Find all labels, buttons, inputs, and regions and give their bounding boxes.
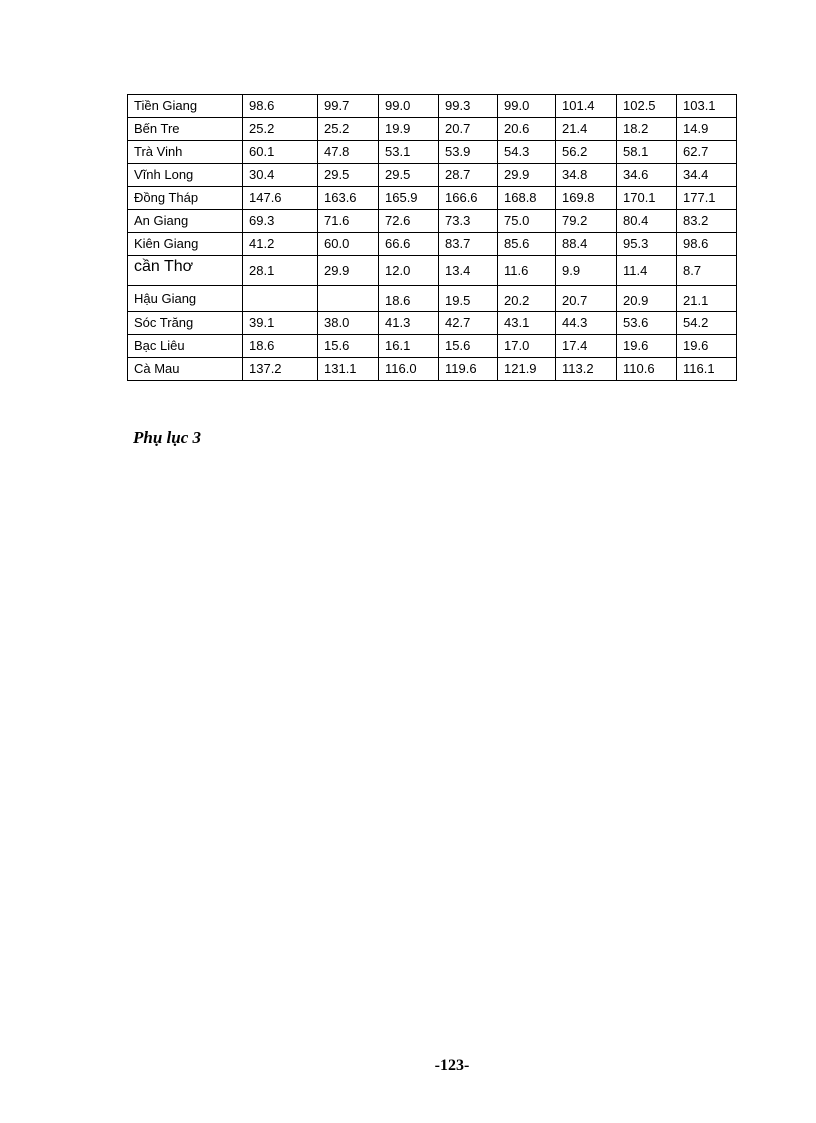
value-cell: 53.6 bbox=[617, 312, 677, 335]
value-cell: 30.4 bbox=[243, 164, 318, 187]
value-cell: 11.6 bbox=[498, 256, 556, 286]
value-cell: 79.2 bbox=[556, 210, 617, 233]
province-name-cell: Đồng Tháp bbox=[128, 187, 243, 210]
province-name-cell: Tiền Giang bbox=[128, 95, 243, 118]
value-cell: 98.6 bbox=[677, 233, 737, 256]
value-cell: 170.1 bbox=[617, 187, 677, 210]
value-cell: 58.1 bbox=[617, 141, 677, 164]
value-cell: 166.6 bbox=[439, 187, 498, 210]
value-cell: 80.4 bbox=[617, 210, 677, 233]
value-cell: 19.6 bbox=[617, 335, 677, 358]
province-name-cell: Trà Vinh bbox=[128, 141, 243, 164]
value-cell: 83.7 bbox=[439, 233, 498, 256]
value-cell: 56.2 bbox=[556, 141, 617, 164]
value-cell: 99.3 bbox=[439, 95, 498, 118]
value-cell: 71.6 bbox=[318, 210, 379, 233]
value-cell: 20.9 bbox=[617, 286, 677, 312]
value-cell: 19.6 bbox=[677, 335, 737, 358]
value-cell: 54.2 bbox=[677, 312, 737, 335]
value-cell: 18.2 bbox=[617, 118, 677, 141]
value-cell: 21.1 bbox=[677, 286, 737, 312]
value-cell: 29.5 bbox=[318, 164, 379, 187]
value-cell bbox=[318, 286, 379, 312]
table-row bbox=[128, 286, 737, 312]
value-cell: 21.4 bbox=[556, 118, 617, 141]
value-cell: 20.7 bbox=[556, 286, 617, 312]
value-cell: 72.6 bbox=[379, 210, 439, 233]
value-cell: 62.7 bbox=[677, 141, 737, 164]
value-cell: 110.6 bbox=[617, 358, 677, 381]
province-name-cell: Bến Tre bbox=[128, 118, 243, 141]
value-cell: 29.5 bbox=[379, 164, 439, 187]
value-cell: 103.1 bbox=[677, 95, 737, 118]
province-name-cell: Bạc Liêu bbox=[128, 335, 243, 358]
table-row bbox=[128, 312, 737, 335]
value-cell: 116.1 bbox=[677, 358, 737, 381]
value-cell: 116.0 bbox=[379, 358, 439, 381]
value-cell: 137.2 bbox=[243, 358, 318, 381]
province-name-cell: cần Thơ bbox=[128, 256, 243, 286]
value-cell: 54.3 bbox=[498, 141, 556, 164]
value-cell: 18.6 bbox=[379, 286, 439, 312]
table-row bbox=[128, 256, 737, 286]
province-name-cell: An Giang bbox=[128, 210, 243, 233]
value-cell: 99.0 bbox=[379, 95, 439, 118]
value-cell: 147.6 bbox=[243, 187, 318, 210]
value-cell: 13.4 bbox=[439, 256, 498, 286]
value-cell: 43.1 bbox=[498, 312, 556, 335]
value-cell: 17.4 bbox=[556, 335, 617, 358]
value-cell: 73.3 bbox=[439, 210, 498, 233]
value-cell: 69.3 bbox=[243, 210, 318, 233]
value-cell: 19.5 bbox=[439, 286, 498, 312]
value-cell: 177.1 bbox=[677, 187, 737, 210]
value-cell: 83.2 bbox=[677, 210, 737, 233]
value-cell: 60.1 bbox=[243, 141, 318, 164]
value-cell: 14.9 bbox=[677, 118, 737, 141]
value-cell: 113.2 bbox=[556, 358, 617, 381]
table-row bbox=[128, 233, 737, 256]
value-cell: 165.9 bbox=[379, 187, 439, 210]
province-name-cell: Kiên Giang bbox=[128, 233, 243, 256]
value-cell: 99.7 bbox=[318, 95, 379, 118]
table-row bbox=[128, 95, 737, 118]
value-cell: 88.4 bbox=[556, 233, 617, 256]
value-cell: 98.6 bbox=[243, 95, 318, 118]
value-cell: 44.3 bbox=[556, 312, 617, 335]
value-cell: 66.6 bbox=[379, 233, 439, 256]
value-cell: 39.1 bbox=[243, 312, 318, 335]
value-cell bbox=[243, 286, 318, 312]
appendix-title: Phụ lục 3 bbox=[133, 428, 202, 447]
province-name-cell: Vĩnh Long bbox=[128, 164, 243, 187]
value-cell: 121.9 bbox=[498, 358, 556, 381]
value-cell: 75.0 bbox=[498, 210, 556, 233]
value-cell: 15.6 bbox=[318, 335, 379, 358]
value-cell: 34.6 bbox=[617, 164, 677, 187]
value-cell: 29.9 bbox=[318, 256, 379, 286]
value-cell: 119.6 bbox=[439, 358, 498, 381]
value-cell: 163.6 bbox=[318, 187, 379, 210]
table-row bbox=[128, 210, 737, 233]
value-cell: 20.6 bbox=[498, 118, 556, 141]
value-cell: 168.8 bbox=[498, 187, 556, 210]
value-cell: 20.7 bbox=[439, 118, 498, 141]
value-cell: 38.0 bbox=[318, 312, 379, 335]
value-cell: 34.4 bbox=[677, 164, 737, 187]
value-cell: 12.0 bbox=[379, 256, 439, 286]
value-cell: 101.4 bbox=[556, 95, 617, 118]
value-cell: 18.6 bbox=[243, 335, 318, 358]
page-number: -123- bbox=[434, 1057, 470, 1074]
value-cell: 17.0 bbox=[498, 335, 556, 358]
value-cell: 28.1 bbox=[243, 256, 318, 286]
table-row bbox=[128, 187, 737, 210]
table-body bbox=[128, 95, 737, 381]
value-cell: 42.7 bbox=[439, 312, 498, 335]
table-row bbox=[128, 358, 737, 381]
value-cell: 19.9 bbox=[379, 118, 439, 141]
value-cell: 20.2 bbox=[498, 286, 556, 312]
value-cell: 25.2 bbox=[318, 118, 379, 141]
value-cell: 102.5 bbox=[617, 95, 677, 118]
value-cell: 16.1 bbox=[379, 335, 439, 358]
province-name-cell: Cà Mau bbox=[128, 358, 243, 381]
table-row bbox=[128, 118, 737, 141]
value-cell: 99.0 bbox=[498, 95, 556, 118]
value-cell: 53.1 bbox=[379, 141, 439, 164]
value-cell: 85.6 bbox=[498, 233, 556, 256]
value-cell: 25.2 bbox=[243, 118, 318, 141]
province-name-cell: Hậu Giang bbox=[128, 286, 243, 312]
table-row bbox=[128, 164, 737, 187]
province-data-table bbox=[127, 94, 737, 381]
table-row bbox=[128, 335, 737, 358]
value-cell: 29.9 bbox=[498, 164, 556, 187]
value-cell: 131.1 bbox=[318, 358, 379, 381]
value-cell: 41.3 bbox=[379, 312, 439, 335]
value-cell: 60.0 bbox=[318, 233, 379, 256]
value-cell: 28.7 bbox=[439, 164, 498, 187]
table-row bbox=[128, 141, 737, 164]
value-cell: 11.4 bbox=[617, 256, 677, 286]
value-cell: 9.9 bbox=[556, 256, 617, 286]
value-cell: 169.8 bbox=[556, 187, 617, 210]
province-name-cell: Sóc Trăng bbox=[128, 312, 243, 335]
value-cell: 34.8 bbox=[556, 164, 617, 187]
value-cell: 53.9 bbox=[439, 141, 498, 164]
value-cell: 47.8 bbox=[318, 141, 379, 164]
value-cell: 95.3 bbox=[617, 233, 677, 256]
value-cell: 41.2 bbox=[243, 233, 318, 256]
value-cell: 8.7 bbox=[677, 256, 737, 286]
value-cell: 15.6 bbox=[439, 335, 498, 358]
